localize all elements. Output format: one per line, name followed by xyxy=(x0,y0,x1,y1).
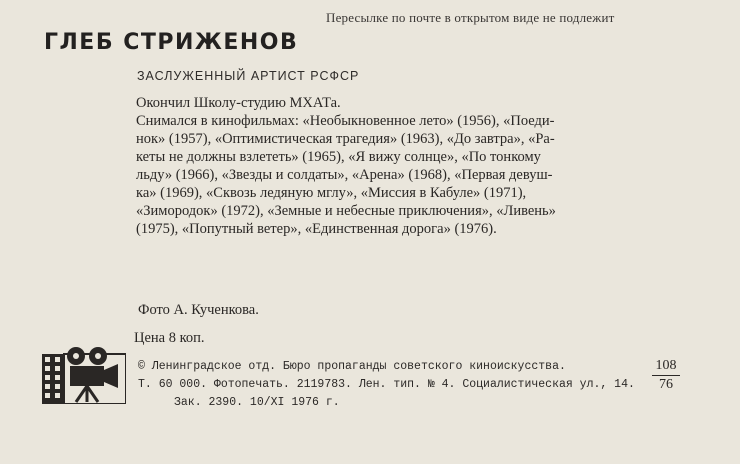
imprint-line: Зак. 2390. 10/XI 1976 г. xyxy=(174,396,340,409)
bio-line: (1975), «Попутный ветер», «Единственная дорога» (1976). xyxy=(136,221,497,237)
actor-title: ЗАСЛУЖЕННЫЙ АРТИСТ РСФСР xyxy=(137,69,360,83)
fraction-bar xyxy=(652,375,680,376)
bio-line: Снимался в кинофильмах: «Необыкновенное лето» (1956), «Поеди- xyxy=(136,113,555,129)
print-code-fraction xyxy=(652,358,680,393)
bio-line: ка» (1969), «Сквозь ледяную мглу», «Миссия в Кабуле» (1971), xyxy=(136,185,527,201)
fraction-denominator: 76 xyxy=(659,377,673,392)
biography xyxy=(136,94,682,238)
price: Цена 8 коп. xyxy=(134,330,205,346)
publisher-imprint xyxy=(138,358,658,412)
imprint-line: © Ленинградское отд. Бюро пропаганды советского киноискусства. xyxy=(138,360,566,373)
actor-name: ГЛЕБ СТРИЖЕНОВ xyxy=(44,30,299,55)
bio-line: «Зимородок» (1972), «Земные и небесные приключения», «Ливень» xyxy=(136,203,556,219)
bio-line: Окончил Школу-студию МХАТа. xyxy=(136,95,341,111)
fraction-numerator: 108 xyxy=(655,358,677,373)
mail-notice: Пересылке по почте в открытом виде не подлежит xyxy=(326,10,615,25)
photo-credit: Фото А. Кученкова. xyxy=(138,302,259,318)
film-camera-icon xyxy=(42,346,126,404)
imprint-line: Т. 60 000. Фотопечать. 2119783. Лен. тип. № 4. Социалистическая ул., 14. xyxy=(138,378,635,391)
bio-line: кеты не должны взлететь» (1965), «Я вижу солнце», «По тонкому xyxy=(136,149,541,165)
bio-line: нок» (1957), «Оптимистическая трагедия» (1963), «До завтра», «Ра- xyxy=(136,131,555,147)
bio-line: льду» (1966), «Звезды и солдаты», «Арена» (1968), «Первая девуш- xyxy=(136,167,553,183)
